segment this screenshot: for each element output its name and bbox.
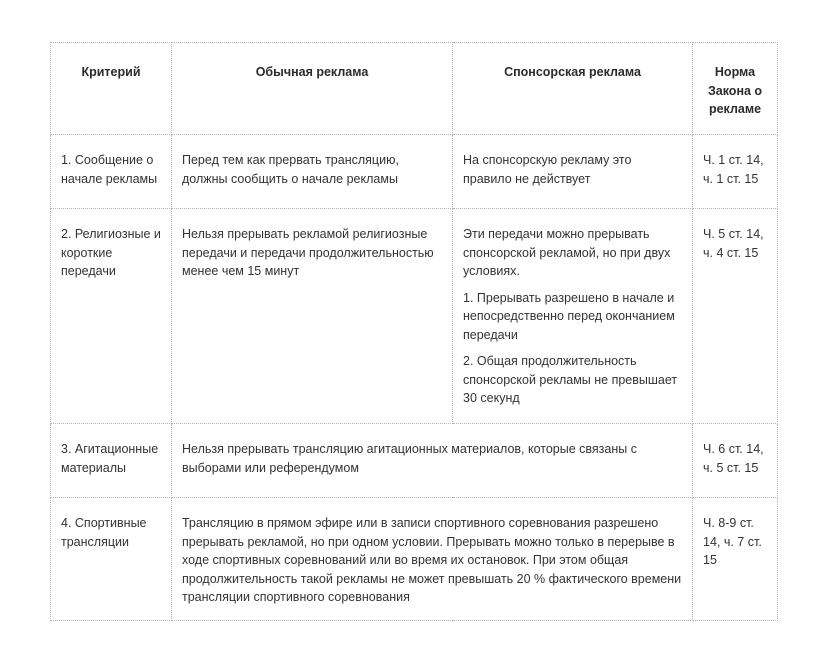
sponsored-paragraph: Эти передачи можно прерывать спонсорской рекламой, но при двух условиях. bbox=[463, 227, 671, 278]
table-row bbox=[51, 135, 778, 209]
sponsored-paragraph: На спонсорскую рекламу это правило не действует bbox=[463, 153, 632, 186]
law-norm-cell: Ч. 5 ст. 14, ч. 4 ст. 15 bbox=[693, 209, 778, 424]
header-law-norm: Норма Закона о рекламе bbox=[693, 43, 778, 135]
sponsored-ad-cell bbox=[453, 209, 693, 424]
criterion-cell: 3. Агитационные материалы bbox=[51, 424, 172, 498]
header-regular-ad: Обычная реклама bbox=[172, 43, 453, 135]
header-sponsored-ad: Спонсорская реклама bbox=[453, 43, 693, 135]
merged-rule-cell: Трансляцию в прямом эфире или в записи спортивного соревнования разрешено прерывать рекламой, но при одном условии. Прерывать можно только в перерыве в ходе спортивных соревнований или во время их остановок. При этом общая продолжительность такой рекламы не может превышать 20 % фактического времени трансляции спортивного соревнования bbox=[172, 498, 693, 621]
table-row bbox=[51, 209, 778, 424]
law-norm-cell: Ч. 1 ст. 14, ч. 1 ст. 15 bbox=[693, 135, 778, 209]
sponsored-condition-2: 2. Общая продолжительность спонсорской рекламы не превышает 30 секунд bbox=[463, 354, 678, 405]
law-norm-cell: Ч. 8-9 ст. 14, ч. 7 ст. 15 bbox=[693, 498, 778, 621]
advertising-rules-table bbox=[50, 42, 778, 621]
regular-ad-cell: Нельзя прерывать рекламой религиозные передачи и передачи продолжительностью менее чем 15 минут bbox=[172, 209, 453, 424]
criterion-cell: 2. Религиозные и короткие передачи bbox=[51, 209, 172, 424]
criterion-cell: 1. Сообщение о начале рекламы bbox=[51, 135, 172, 209]
merged-rule-cell: Нельзя прерывать трансляцию агитационных материалов, которые связаны с выборами или референдумом bbox=[172, 424, 693, 498]
sponsored-ad-cell bbox=[453, 135, 693, 209]
sponsored-condition-1: 1. Прерывать разрешено в начале и непосредственно перед окончанием передачи bbox=[463, 290, 675, 342]
table-row bbox=[51, 424, 778, 498]
criterion-cell: 4. Спортивные трансляции bbox=[51, 498, 172, 621]
law-norm-cell: Ч. 6 ст. 14, ч. 5 ст. 15 bbox=[693, 424, 778, 498]
table-header-row bbox=[51, 43, 778, 135]
regular-ad-cell: Перед тем как прервать трансляцию, должны сообщить о начале рекламы bbox=[172, 135, 453, 209]
header-criterion: Критерий bbox=[51, 43, 172, 135]
table-row bbox=[51, 498, 778, 621]
